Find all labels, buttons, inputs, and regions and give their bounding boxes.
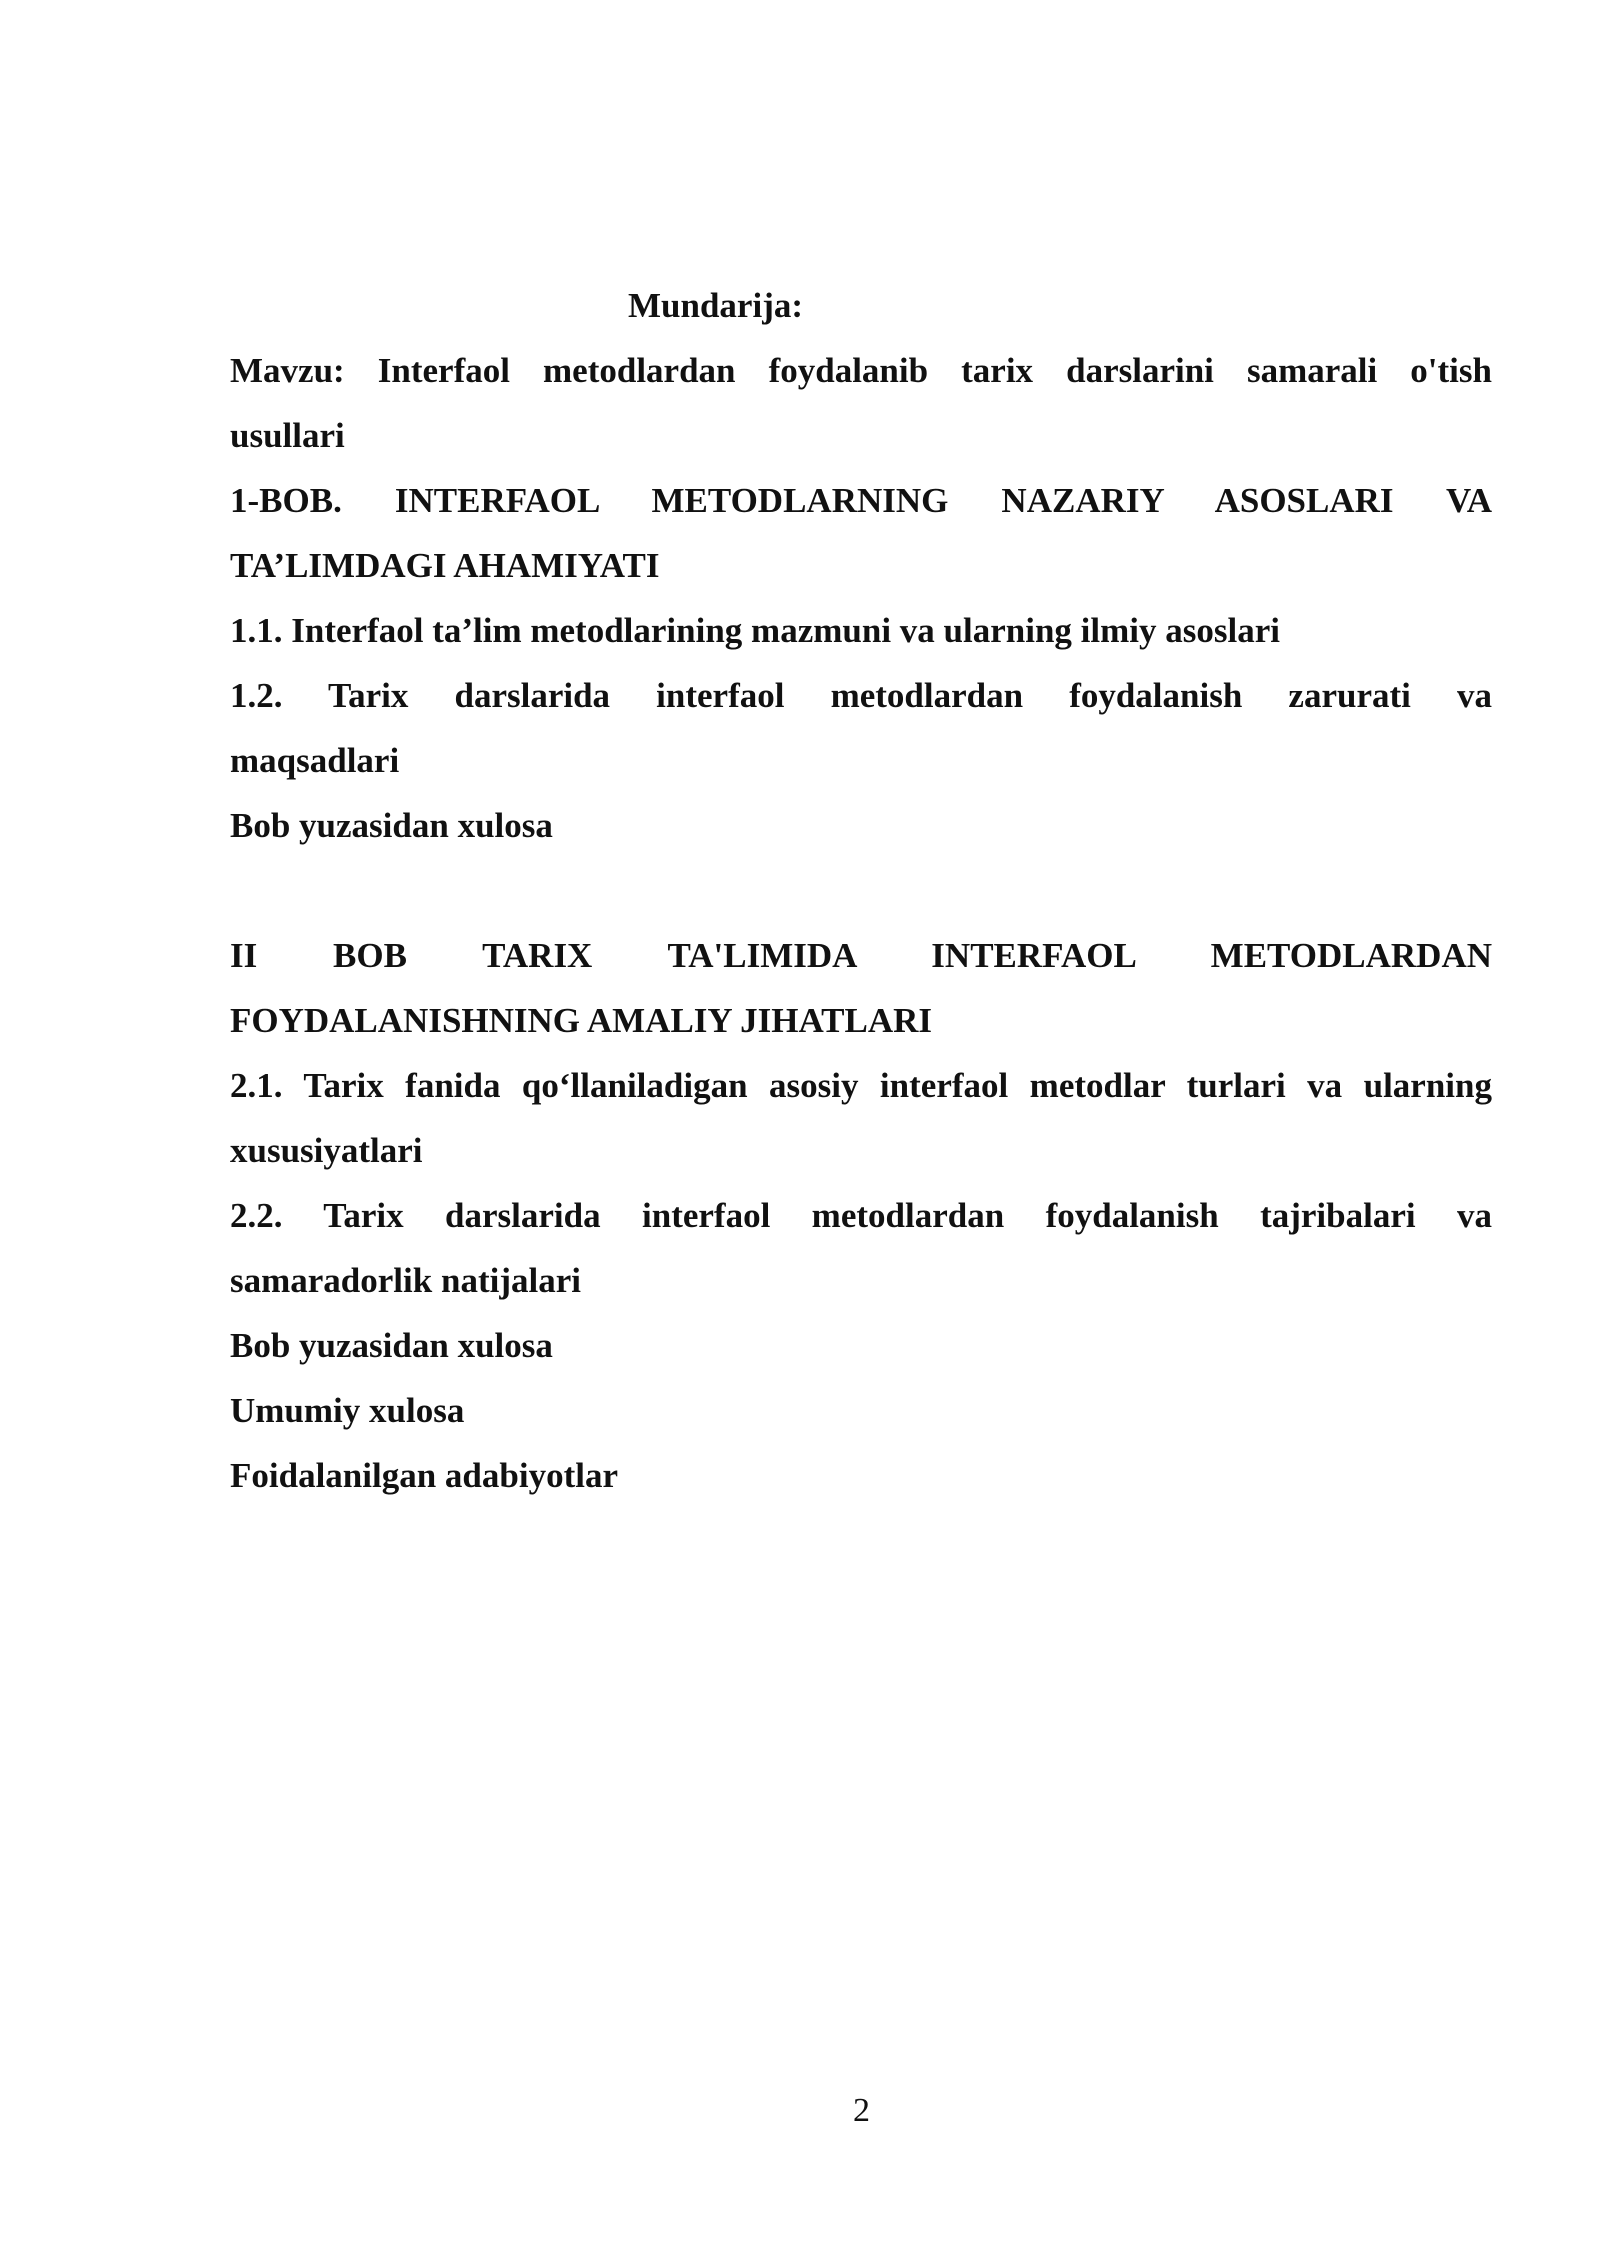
general-conclusion-entry: Umumiy xulosa xyxy=(230,1391,465,1430)
topic-line-2: usullari xyxy=(230,416,345,455)
section-2-1-entry-line-1: 2.1. Tarix fanida qo‘llaniladigan asosiy interfaol metodlar turlari va ularning xyxy=(230,1066,1492,1105)
chapter-2-conclusion-entry: Bob yuzasidan xulosa xyxy=(230,1326,553,1365)
chapter-1-title-line-2: TA’LIMDAGI AHAMIYATI xyxy=(230,546,660,585)
chapter-1-conclusion-entry: Bob yuzasidan xulosa xyxy=(230,806,553,845)
table-of-contents xyxy=(230,273,1492,1508)
section-2-1-entry-line-2: xususiyatlari xyxy=(230,1131,423,1170)
chapter-spacer xyxy=(230,858,1492,923)
section-2-2-entry-line-1: 2.2. Tarix darslarida interfaol metodlardan foydalanish tajribalari va xyxy=(230,1196,1492,1235)
chapter-1-title-line-1: 1-BOB. INTERFAOL METODLARNING NAZARIY ASOSLARI VA xyxy=(230,481,1492,520)
section-2-2-entry-line-2: samaradorlik natijalari xyxy=(230,1261,581,1300)
chapter-2-title-line-2: FOYDALANISHNING AMALIY JIHATLARI xyxy=(230,1001,933,1040)
section-1-1-entry: 1.1. Interfaol ta’lim metodlarining mazmuni va ularning ilmiy asoslari xyxy=(230,611,1280,650)
chapter-2-title-line-1: II BOB TARIX TA'LIMIDA INTERFAOL METODLARDAN xyxy=(230,936,1492,975)
topic-line-1: Mavzu: Interfaol metodlardan foydalanib tarix darslarini samarali o'tish xyxy=(230,351,1492,390)
toc-heading: Mundarija: xyxy=(628,286,803,325)
references-entry: Foidalanilgan adabiyotlar xyxy=(230,1456,618,1495)
page-number: 2 xyxy=(853,2092,870,2129)
section-1-2-entry-line-2: maqsadlari xyxy=(230,741,400,780)
section-1-2-entry-line-1: 1.2. Tarix darslarida interfaol metodlardan foydalanish zarurati va xyxy=(230,676,1492,715)
